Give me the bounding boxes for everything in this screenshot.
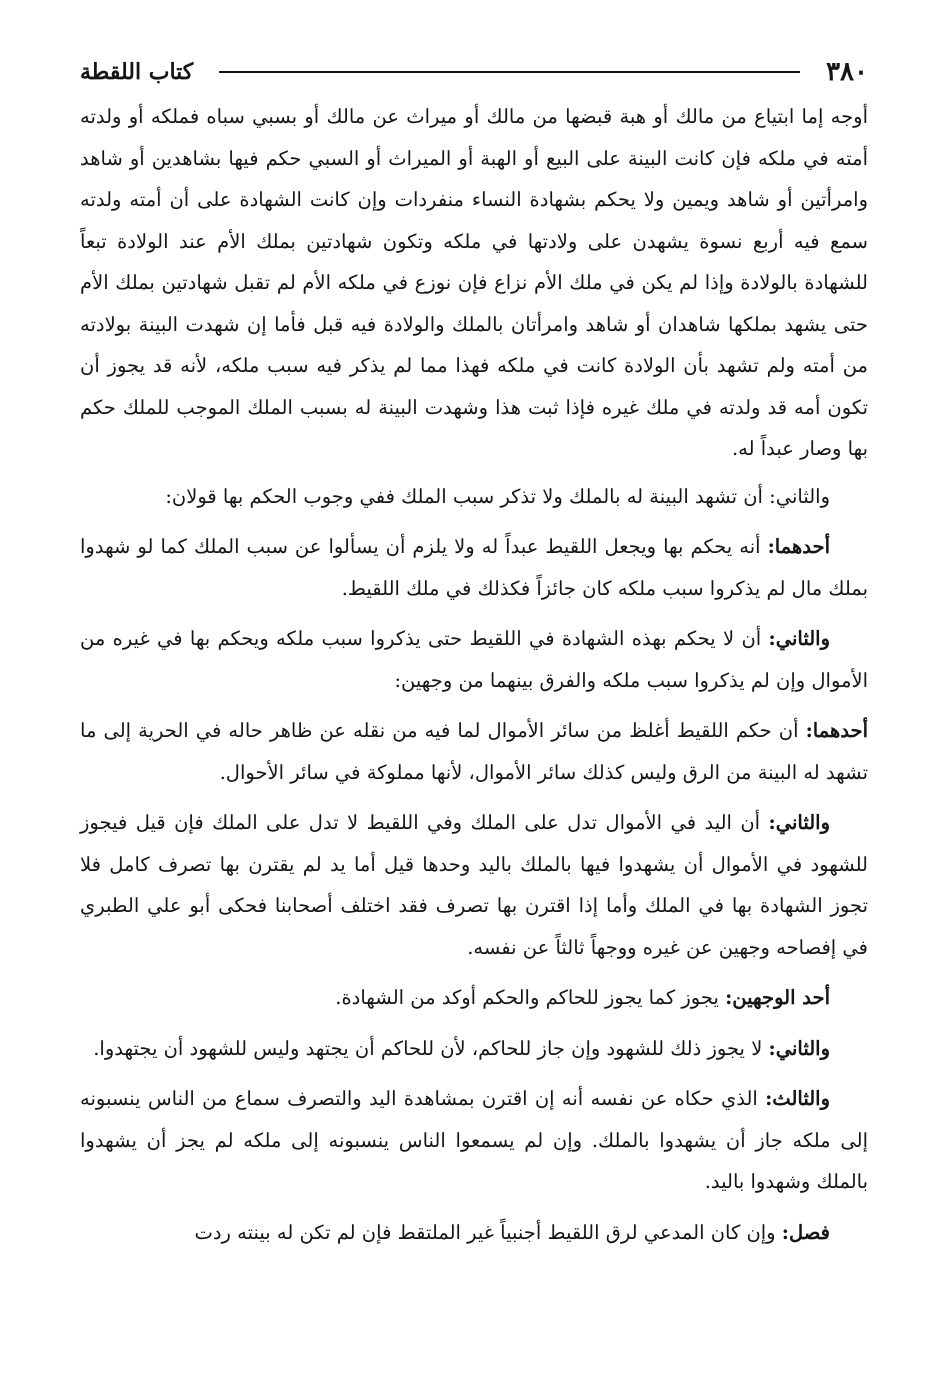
page-body: [80, 96, 868, 1262]
paragraph-text: أن حكم اللقيط أغلظ من سائر الأموال لما فيه من نقله عن ظاهر حاله في الحرية إلى ما تشهد له البينة من الرق وليس كذلك سائر الأموال، لأنها مملوكة في سائر الأحوال.: [80, 719, 868, 784]
paragraph: [80, 802, 868, 968]
paragraph-lead: أحدهما:: [767, 535, 830, 558]
paragraph-lead: أحدهما:: [805, 719, 868, 742]
paragraph: [80, 1028, 868, 1070]
paragraph: [80, 710, 868, 793]
paragraph-text: يجوز كما يجوز للحاكم والحكم أوكد من الشهادة.: [335, 986, 726, 1009]
paragraph-lead: والثاني:: [768, 811, 830, 834]
page-header: [80, 52, 868, 92]
header-rule: [219, 71, 800, 73]
paragraph: [80, 96, 868, 470]
page-number: ٣٨٠: [826, 57, 868, 87]
paragraph-text: أن اليد في الأموال تدل على الملك وفي اللقيط لا تدل على الملك فإن قيل فيجوز للشهود في الأموال أن يشهدوا فيها بالملك باليد وحدها قيل أما يد لم يقترن بها تصرف كامل فلا تجوز الشهادة بها في الملك وأما إذا اقترن بها تصرف فقد اختلف أصحابنا فحكى أبو علي الطبري في إفصاحه وجهين عن غيره ووجهاً ثالثاً عن نفسه.: [80, 811, 868, 959]
paragraph-text: أن لا يحكم بهذه الشهادة في اللقيط حتى يذكروا سبب ملكه ويحكم بها في غيره من الأموال وإن لم يذكروا سبب ملكه والفرق بينهما من وجهين:: [80, 627, 868, 692]
paragraph: [80, 977, 868, 1019]
paragraph-lead: والثاني:: [768, 1036, 830, 1060]
paragraph-text: والثاني: أن تشهد البينة له بالملك ولا تذكر سبب الملك ففي وجوب الحكم بها قولان:: [165, 484, 830, 508]
paragraph-text: وإن كان المدعي لرق اللقيط أجنبياً غير الملتقط فإن لم تكن له بينته ردت: [194, 1220, 782, 1244]
paragraph-lead: والثاني:: [768, 627, 830, 650]
paragraph-lead: فصل:: [781, 1220, 830, 1244]
paragraph-text: أوجه إما ابتياع من مالك أو هبة قبضها من مالك أو ميراث عن مالك أو بسبي سباه فملكه أو ولدته أمته في ملكه فإن كانت البينة على البيع أو الهبة أو الميراث أو السبي حكم فيها بشاهدين أو شاهد وامرأتين أو شاهد ويمين ولا يحكم بشهادة النساء منفردات وإن كانت الشهادة على أن أمته ولدته سمع فيه أربع نسوة يشهدن على ولادتها في ملكه وتكون شهادتين بملك الأم عند الولادة تبعاً للشهادة بالولادة وإذا لم يكن في ملك الأم نزاع فإن نوزع في ملكه الأم لم تقبل شهادتين بملك الأم حتى يشهد بملكها شاهدان أو شاهد وامرأتان بالملك والولادة فيه قبل فأما إن شهدت البينة بولادته من أمته ولم تشهد بأن الولادة كانت في ملكه فهذا مما لم يذكر فيه سبب ملكه، لأنه قد يجوز أن تكون أمه قد ولدته في ملك غيره فإذا ثبت هذا وشهدت البينة له بسبب الملك الموجب للملك حكم بها وصار عبداً له.: [80, 105, 868, 460]
paragraph-text: الذي حكاه عن نفسه أنه إن اقترن بمشاهدة اليد والتصرف سماع من الناس ينسبونه إلى ملكه جاز أن يشهدوا بالملك. وإن لم يسمعوا الناس ينسبونه إلى ملكه لم يجز أن يشهدوا بالملك وشهدوا باليد.: [80, 1087, 868, 1193]
paragraph-lead: والثالث:: [765, 1087, 830, 1110]
paragraph: [80, 1212, 868, 1254]
paragraph: [80, 476, 868, 518]
paragraph: [80, 618, 868, 701]
paragraph-text: لا يجوز ذلك للشهود وإن جاز للحاكم، لأن للحاكم أن يجتهد وليس للشهود أن يجتهدوا.: [93, 1036, 769, 1060]
paragraph-text: أنه يحكم بها ويجعل اللقيط عبداً له ولا يلزم أن يسألوا عن سبب الملك كما لو شهدوا بملك مال لم يذكروا سبب ملكه كان جائزاً فكذلك في ملك اللقيط.: [80, 535, 868, 600]
paragraph: [80, 526, 868, 609]
book-title: كتاب اللقطة: [80, 59, 194, 85]
paragraph: [80, 1078, 868, 1203]
paragraph-lead: أحد الوجهين:: [725, 986, 830, 1009]
